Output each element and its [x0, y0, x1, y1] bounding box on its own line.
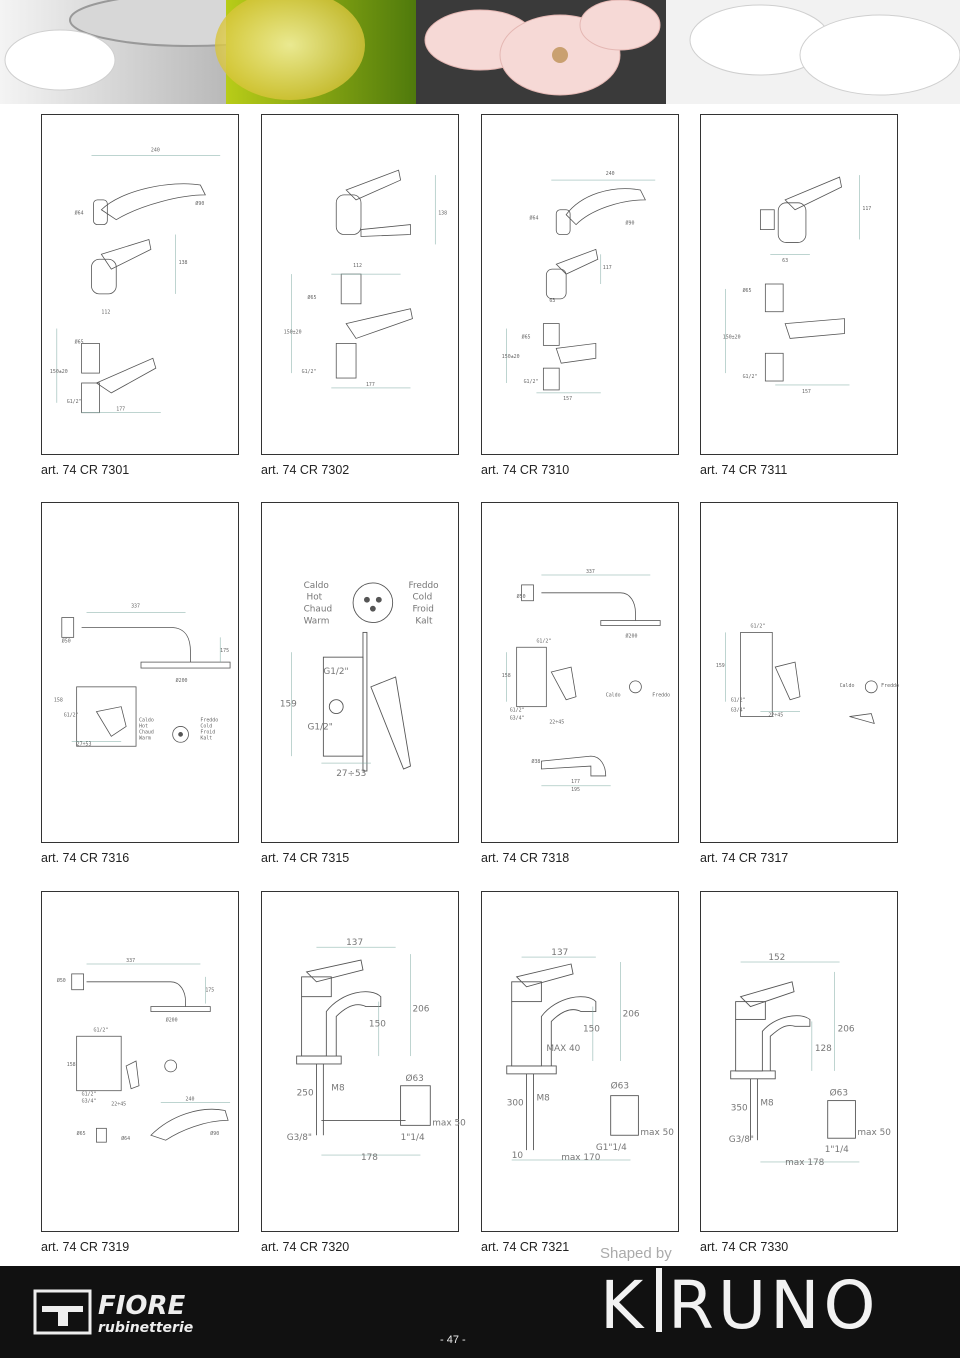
- svg-text:Caldo: Caldo: [605, 692, 621, 699]
- drawing-panel-7321: [481, 891, 679, 1232]
- svg-text:max 50: max 50: [857, 1128, 891, 1139]
- svg-text:G1/2": G1/2": [523, 378, 539, 385]
- svg-text:Ø200: Ø200: [175, 677, 188, 684]
- svg-text:206: 206: [412, 1004, 430, 1015]
- caption-7318: art. 74 CR 7318: [481, 851, 570, 865]
- drawing-panel-7310: [481, 114, 679, 455]
- label-chaud: Chaud: [303, 604, 333, 615]
- caption-7319: art. 74 CR 7319: [41, 1240, 130, 1254]
- svg-text:206: 206: [837, 1024, 855, 1035]
- svg-text:Hot: Hot: [139, 723, 148, 730]
- svg-text:Froid: Froid: [200, 729, 216, 736]
- svg-text:G3/8": G3/8": [728, 1135, 755, 1146]
- drawing-panel-7319: [41, 891, 239, 1232]
- svg-text:G3/8": G3/8": [286, 1133, 313, 1144]
- svg-text:1"1/4: 1"1/4: [824, 1145, 849, 1156]
- drawing-panel-7318: [481, 502, 679, 843]
- caption-7302: art. 74 CR 7302: [261, 463, 350, 477]
- svg-text:Freddo: Freddo: [881, 682, 900, 689]
- svg-text:10: 10: [511, 1151, 524, 1162]
- svg-text:157: 157: [801, 388, 811, 395]
- svg-text:Ø64: Ø64: [74, 210, 84, 217]
- svg-text:FIORE: FIORE: [98, 1291, 186, 1321]
- caption-7315: art. 74 CR 7315: [261, 851, 350, 865]
- svg-text:G3/4": G3/4": [81, 1098, 97, 1105]
- svg-text:240: 240: [150, 147, 160, 154]
- label-warm: Warm: [303, 616, 330, 627]
- caption-7317: art. 74 CR 7317: [700, 851, 789, 865]
- svg-text:G1/2": G1/2": [66, 398, 82, 405]
- svg-text:G1/2": G1/2": [63, 712, 79, 719]
- svg-text:117: 117: [602, 265, 612, 272]
- svg-text:Ø64: Ø64: [529, 215, 539, 222]
- label-hot: Hot: [306, 592, 323, 603]
- svg-text:158: 158: [66, 1061, 76, 1068]
- drawing-panel-7301: [41, 114, 239, 455]
- svg-text:max 50: max 50: [432, 1118, 466, 1129]
- svg-text:250: 250: [296, 1088, 314, 1099]
- caption-7301: art. 74 CR 7301: [41, 463, 130, 477]
- page-number: - 47 -: [440, 1334, 466, 1346]
- svg-text:337: 337: [585, 569, 595, 576]
- svg-text:Ø90: Ø90: [210, 1131, 220, 1138]
- svg-text:Ø64: Ø64: [121, 1136, 131, 1143]
- drawing-panel-7315: [261, 502, 459, 843]
- svg-text:159: 159: [279, 699, 297, 710]
- svg-text:Caldo: Caldo: [839, 682, 855, 689]
- svg-text:138: 138: [438, 210, 448, 217]
- svg-text:G1/2": G1/2": [750, 623, 766, 630]
- svg-text:177: 177: [365, 381, 375, 388]
- svg-text:M8: M8: [536, 1093, 550, 1104]
- svg-text:Cold: Cold: [200, 723, 213, 730]
- svg-text:Ø65: Ø65: [521, 334, 531, 341]
- drawing-panel-7330: [700, 891, 898, 1232]
- svg-text:300: 300: [506, 1098, 524, 1109]
- svg-text:Ø200: Ø200: [165, 1017, 178, 1024]
- drawing-panel-7320: [261, 891, 466, 1232]
- svg-text:Kalt: Kalt: [200, 735, 213, 742]
- svg-text:150: 150: [582, 1024, 600, 1035]
- svg-text:152: 152: [768, 953, 786, 964]
- svg-text:112: 112: [353, 263, 362, 270]
- header-banner-image: [0, 0, 960, 104]
- svg-text:Ø65: Ø65: [742, 287, 752, 294]
- svg-text:G1"1/4: G1"1/4: [595, 1143, 627, 1154]
- label-cold: Cold: [412, 592, 433, 603]
- caption-7320: art. 74 CR 7320: [261, 1240, 350, 1254]
- svg-text:175: 175: [220, 648, 230, 655]
- svg-text:177: 177: [571, 778, 581, 785]
- svg-text:Warm: Warm: [139, 735, 151, 742]
- svg-text:Ø90: Ø90: [625, 220, 635, 227]
- kiruno-logo: [600, 1262, 900, 1344]
- svg-text:138: 138: [178, 260, 188, 267]
- svg-text:206: 206: [622, 1009, 640, 1020]
- svg-text:Ø65: Ø65: [76, 1131, 86, 1138]
- svg-text:G1/2": G1/2": [730, 697, 746, 704]
- svg-text:Ø38: Ø38: [531, 759, 541, 766]
- svg-text:G1/2": G1/2": [307, 722, 333, 733]
- svg-text:G1/2": G1/2": [81, 1091, 97, 1098]
- svg-text:22÷45: 22÷45: [768, 712, 784, 719]
- svg-text:63: 63: [782, 258, 789, 265]
- svg-text:178: 178: [360, 1152, 378, 1163]
- svg-text:128: 128: [814, 1044, 832, 1055]
- svg-text:Ø200: Ø200: [625, 633, 638, 640]
- svg-text:157: 157: [563, 395, 573, 402]
- svg-text:G1/2": G1/2": [509, 707, 525, 714]
- svg-text:175: 175: [205, 987, 215, 994]
- svg-text:Ø50: Ø50: [61, 638, 71, 645]
- svg-text:G1/2": G1/2": [323, 666, 349, 677]
- caption-7310: art. 74 CR 7310: [481, 463, 570, 477]
- svg-text:Freddo: Freddo: [652, 692, 671, 699]
- svg-text:Caldo: Caldo: [139, 717, 154, 724]
- svg-text:150±20: 150±20: [283, 329, 302, 336]
- svg-text:150±20: 150±20: [501, 354, 520, 361]
- svg-text:G1/2": G1/2": [742, 374, 758, 381]
- svg-text:158: 158: [53, 697, 63, 704]
- svg-text:337: 337: [131, 603, 141, 610]
- svg-text:Ø65: Ø65: [74, 339, 84, 346]
- svg-text:150±20: 150±20: [722, 334, 741, 341]
- svg-text:27÷53: 27÷53: [76, 741, 92, 748]
- svg-text:G1/2": G1/2": [301, 369, 317, 376]
- svg-text:Ø90: Ø90: [195, 200, 205, 207]
- svg-text:63: 63: [549, 297, 556, 304]
- svg-text:22÷45: 22÷45: [111, 1101, 127, 1108]
- label-freddo: Freddo: [408, 580, 439, 591]
- drawing-panel-7302: [261, 114, 459, 455]
- svg-text:K: K: [600, 1267, 646, 1344]
- svg-text:Ø65: Ø65: [307, 294, 317, 301]
- svg-text:22÷45: 22÷45: [549, 719, 565, 726]
- svg-text:240: 240: [185, 1096, 195, 1103]
- svg-text:150±20: 150±20: [49, 369, 68, 376]
- svg-text:158: 158: [501, 672, 511, 679]
- svg-text:1"1/4: 1"1/4: [400, 1133, 425, 1144]
- caption-7321: art. 74 CR 7321: [481, 1240, 570, 1254]
- label-caldo: Caldo: [303, 580, 329, 591]
- svg-text:Ø63: Ø63: [829, 1088, 848, 1099]
- svg-text:M8: M8: [331, 1083, 345, 1094]
- fiore-logo: [30, 1266, 270, 1358]
- svg-text:max 170: max 170: [561, 1152, 601, 1163]
- svg-text:159: 159: [715, 663, 725, 670]
- svg-text:137: 137: [346, 938, 364, 949]
- svg-text:117: 117: [862, 205, 872, 212]
- svg-text:RUNO: RUNO: [668, 1267, 880, 1344]
- svg-text:Chaud: Chaud: [139, 729, 154, 736]
- caption-7311: art. 74 CR 7311: [700, 463, 788, 477]
- svg-text:240: 240: [605, 171, 615, 178]
- svg-text:177: 177: [116, 406, 126, 413]
- svg-text:337: 337: [126, 958, 136, 965]
- drawing-panel-7311: [700, 114, 898, 455]
- svg-text:G3/4": G3/4": [730, 707, 746, 714]
- svg-text:137: 137: [551, 948, 569, 959]
- svg-text:G1/2": G1/2": [93, 1027, 109, 1034]
- svg-text:MAX 40: MAX 40: [546, 1044, 581, 1055]
- svg-text:max 50: max 50: [640, 1128, 674, 1139]
- svg-text:G1/2": G1/2": [536, 638, 552, 645]
- caption-7330: art. 74 CR 7330: [700, 1240, 789, 1254]
- svg-text:112: 112: [101, 309, 111, 316]
- drawing-panel-7316: [41, 502, 239, 843]
- caption-7316: art. 74 CR 7316: [41, 851, 130, 865]
- svg-text:rubinetterie: rubinetterie: [98, 1320, 194, 1336]
- label-froid: Froid: [412, 604, 434, 615]
- svg-text:150: 150: [368, 1019, 386, 1030]
- drawing-panel-7317: [700, 502, 898, 843]
- shaped-by-label: Shaped by: [600, 1245, 672, 1262]
- svg-text:Freddo: Freddo: [200, 717, 219, 724]
- svg-text:195: 195: [571, 786, 581, 793]
- svg-text:Ø63: Ø63: [405, 1073, 424, 1084]
- svg-text:Ø50: Ø50: [56, 977, 66, 984]
- svg-text:Ø63: Ø63: [610, 1081, 629, 1092]
- svg-text:M8: M8: [760, 1098, 774, 1109]
- svg-text:350: 350: [730, 1103, 748, 1114]
- svg-text:Ø50: Ø50: [516, 593, 526, 600]
- svg-text:27÷53: 27÷53: [336, 768, 367, 779]
- label-kalt: Kalt: [415, 616, 433, 627]
- svg-text:G3/4": G3/4": [509, 715, 525, 722]
- svg-text:max 178: max 178: [785, 1157, 825, 1168]
